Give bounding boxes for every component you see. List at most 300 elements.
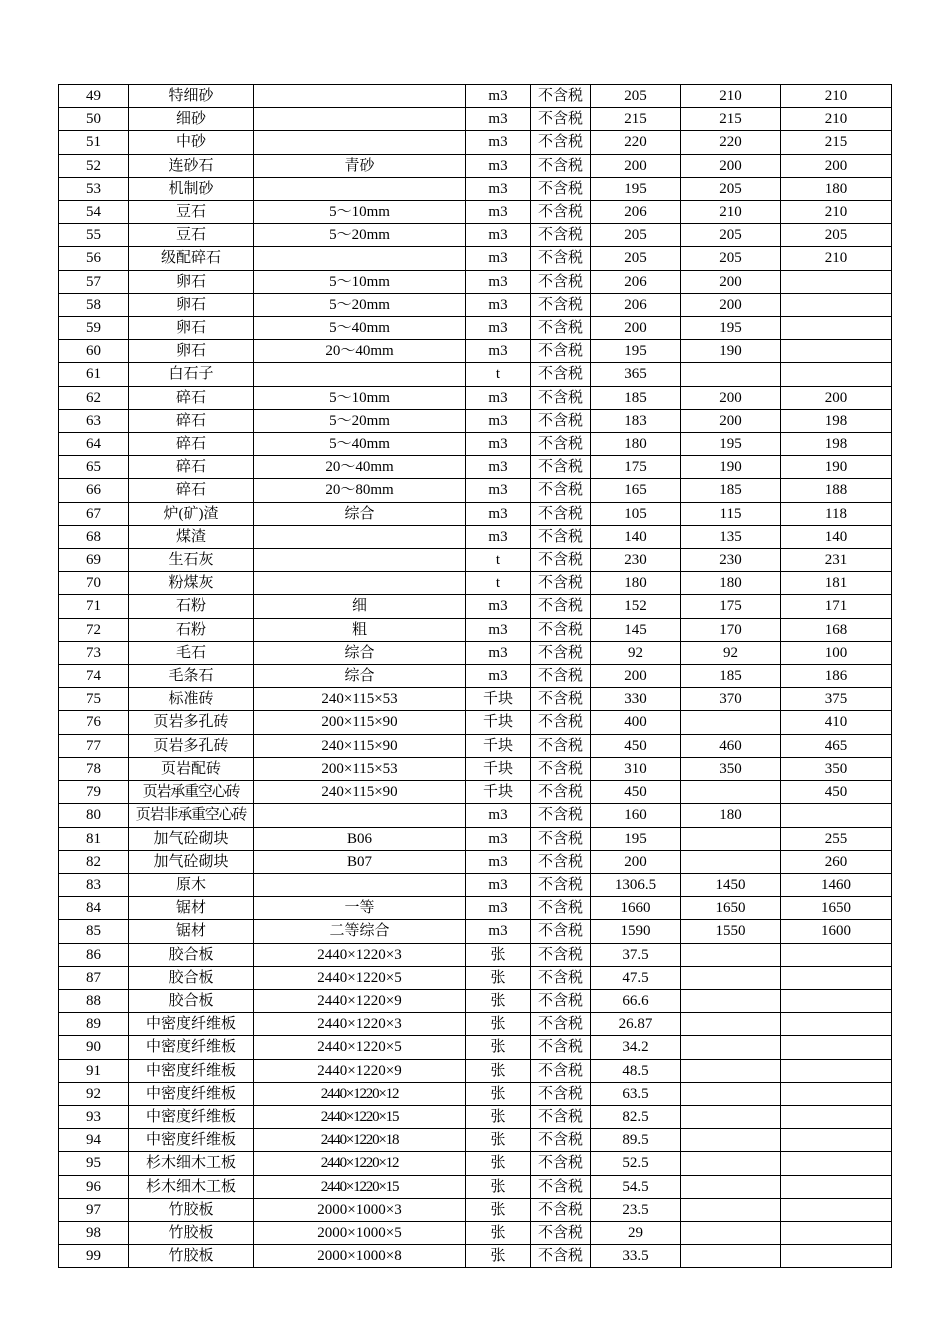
price-3-cell[interactable] — [781, 270, 892, 293]
price-3-cell[interactable] — [781, 989, 892, 1012]
material-name-cell[interactable]: 卵石 — [129, 270, 254, 293]
material-name-cell[interactable]: 竹胶板 — [129, 1245, 254, 1268]
row-number-cell[interactable]: 50 — [59, 108, 129, 131]
unit-cell[interactable]: 千块 — [466, 711, 531, 734]
specification-cell[interactable]: 细 — [254, 595, 466, 618]
unit-cell[interactable]: 千块 — [466, 781, 531, 804]
material-name-cell[interactable]: 杉木细木工板 — [129, 1175, 254, 1198]
table-row[interactable] — [59, 850, 892, 873]
specification-cell[interactable]: 青砂 — [254, 154, 466, 177]
tax-type-cell[interactable]: 不含税 — [531, 989, 591, 1012]
specification-cell[interactable] — [254, 131, 466, 154]
table-row[interactable] — [59, 456, 892, 479]
price-1-cell[interactable]: 205 — [591, 247, 681, 270]
price-1-cell[interactable]: 215 — [591, 108, 681, 131]
material-name-cell[interactable]: 标准砖 — [129, 688, 254, 711]
tax-type-cell[interactable]: 不含税 — [531, 757, 591, 780]
row-number-cell[interactable]: 78 — [59, 757, 129, 780]
unit-cell[interactable]: m3 — [466, 479, 531, 502]
material-name-cell[interactable]: 中密度纤维板 — [129, 1059, 254, 1082]
price-3-cell[interactable] — [781, 317, 892, 340]
price-2-cell[interactable]: 210 — [681, 201, 781, 224]
material-name-cell[interactable]: 豆石 — [129, 201, 254, 224]
unit-cell[interactable]: m3 — [466, 665, 531, 688]
material-name-cell[interactable]: 机制砂 — [129, 177, 254, 200]
price-3-cell[interactable]: 350 — [781, 757, 892, 780]
row-number-cell[interactable]: 72 — [59, 618, 129, 641]
tax-type-cell[interactable]: 不含税 — [531, 665, 591, 688]
price-3-cell[interactable]: 450 — [781, 781, 892, 804]
material-name-cell[interactable]: 杉木细木工板 — [129, 1152, 254, 1175]
price-2-cell[interactable] — [681, 1198, 781, 1221]
unit-cell[interactable]: m3 — [466, 154, 531, 177]
table-row[interactable] — [59, 433, 892, 456]
row-number-cell[interactable]: 87 — [59, 966, 129, 989]
row-number-cell[interactable]: 55 — [59, 224, 129, 247]
unit-cell[interactable]: 张 — [466, 1198, 531, 1221]
table-row[interactable] — [59, 641, 892, 664]
specification-cell[interactable]: 综合 — [254, 641, 466, 664]
row-number-cell[interactable]: 81 — [59, 827, 129, 850]
specification-cell[interactable]: 240×115×90 — [254, 734, 466, 757]
material-name-cell[interactable]: 石粉 — [129, 595, 254, 618]
price-1-cell[interactable]: 37.5 — [591, 943, 681, 966]
material-name-cell[interactable]: 页岩多孔砖 — [129, 711, 254, 734]
price-1-cell[interactable]: 89.5 — [591, 1129, 681, 1152]
table-row[interactable] — [59, 757, 892, 780]
price-3-cell[interactable]: 118 — [781, 502, 892, 525]
table-row[interactable] — [59, 1221, 892, 1244]
price-3-cell[interactable]: 231 — [781, 549, 892, 572]
price-3-cell[interactable]: 210 — [781, 108, 892, 131]
specification-cell[interactable]: 20～40mm — [254, 456, 466, 479]
unit-cell[interactable]: 张 — [466, 943, 531, 966]
row-number-cell[interactable]: 86 — [59, 943, 129, 966]
table-row[interactable] — [59, 572, 892, 595]
specification-cell[interactable]: 2440×1220×12 — [254, 1152, 466, 1175]
specification-cell[interactable]: 240×115×53 — [254, 688, 466, 711]
price-3-cell[interactable]: 180 — [781, 177, 892, 200]
unit-cell[interactable]: t — [466, 572, 531, 595]
unit-cell[interactable]: m3 — [466, 224, 531, 247]
specification-cell[interactable]: 5～20mm — [254, 293, 466, 316]
material-name-cell[interactable]: 毛条石 — [129, 665, 254, 688]
material-name-cell[interactable]: 特细砂 — [129, 85, 254, 108]
specification-cell[interactable]: 2440×1220×5 — [254, 1036, 466, 1059]
row-number-cell[interactable]: 93 — [59, 1105, 129, 1128]
tax-type-cell[interactable]: 不含税 — [531, 1129, 591, 1152]
specification-cell[interactable]: 综合 — [254, 665, 466, 688]
tax-type-cell[interactable]: 不含税 — [531, 224, 591, 247]
row-number-cell[interactable]: 89 — [59, 1013, 129, 1036]
row-number-cell[interactable]: 85 — [59, 920, 129, 943]
row-number-cell[interactable]: 84 — [59, 897, 129, 920]
unit-cell[interactable]: 张 — [466, 1221, 531, 1244]
material-name-cell[interactable]: 碎石 — [129, 479, 254, 502]
specification-cell[interactable]: 200×115×90 — [254, 711, 466, 734]
unit-cell[interactable]: m3 — [466, 85, 531, 108]
material-name-cell[interactable]: 生石灰 — [129, 549, 254, 572]
price-2-cell[interactable]: 190 — [681, 340, 781, 363]
price-2-cell[interactable]: 1550 — [681, 920, 781, 943]
row-number-cell[interactable]: 61 — [59, 363, 129, 386]
material-name-cell[interactable]: 粉煤灰 — [129, 572, 254, 595]
tax-type-cell[interactable]: 不含税 — [531, 1175, 591, 1198]
unit-cell[interactable]: 张 — [466, 1013, 531, 1036]
price-1-cell[interactable]: 200 — [591, 850, 681, 873]
price-1-cell[interactable]: 63.5 — [591, 1082, 681, 1105]
unit-cell[interactable]: m3 — [466, 920, 531, 943]
unit-cell[interactable]: 千块 — [466, 688, 531, 711]
price-3-cell[interactable]: 100 — [781, 641, 892, 664]
tax-type-cell[interactable]: 不含税 — [531, 781, 591, 804]
price-1-cell[interactable]: 310 — [591, 757, 681, 780]
row-number-cell[interactable]: 88 — [59, 989, 129, 1012]
table-row[interactable] — [59, 131, 892, 154]
price-1-cell[interactable]: 152 — [591, 595, 681, 618]
specification-cell[interactable]: 一等 — [254, 897, 466, 920]
table-row[interactable] — [59, 409, 892, 432]
tax-type-cell[interactable]: 不含税 — [531, 920, 591, 943]
row-number-cell[interactable]: 54 — [59, 201, 129, 224]
price-2-cell[interactable]: 1650 — [681, 897, 781, 920]
price-1-cell[interactable]: 47.5 — [591, 966, 681, 989]
price-2-cell[interactable]: 210 — [681, 85, 781, 108]
specification-cell[interactable] — [254, 873, 466, 896]
price-3-cell[interactable] — [781, 1059, 892, 1082]
price-3-cell[interactable] — [781, 804, 892, 827]
price-1-cell[interactable]: 54.5 — [591, 1175, 681, 1198]
price-2-cell[interactable] — [681, 1175, 781, 1198]
price-2-cell[interactable] — [681, 1152, 781, 1175]
price-2-cell[interactable]: 135 — [681, 525, 781, 548]
price-1-cell[interactable]: 230 — [591, 549, 681, 572]
specification-cell[interactable]: 5～20mm — [254, 224, 466, 247]
specification-cell[interactable] — [254, 525, 466, 548]
price-2-cell[interactable]: 205 — [681, 224, 781, 247]
unit-cell[interactable]: m3 — [466, 850, 531, 873]
specification-cell[interactable] — [254, 572, 466, 595]
tax-type-cell[interactable]: 不含税 — [531, 108, 591, 131]
unit-cell[interactable]: t — [466, 549, 531, 572]
unit-cell[interactable]: m3 — [466, 804, 531, 827]
row-number-cell[interactable]: 95 — [59, 1152, 129, 1175]
material-name-cell[interactable]: 级配碎石 — [129, 247, 254, 270]
tax-type-cell[interactable]: 不含税 — [531, 1245, 591, 1268]
specification-cell[interactable]: 2440×1220×15 — [254, 1105, 466, 1128]
price-3-cell[interactable]: 198 — [781, 409, 892, 432]
specification-cell[interactable] — [254, 549, 466, 572]
unit-cell[interactable]: m3 — [466, 293, 531, 316]
specification-cell[interactable]: 200×115×53 — [254, 757, 466, 780]
unit-cell[interactable]: m3 — [466, 201, 531, 224]
table-row[interactable] — [59, 943, 892, 966]
material-name-cell[interactable]: 石粉 — [129, 618, 254, 641]
specification-cell[interactable]: 2000×1000×5 — [254, 1221, 466, 1244]
price-3-cell[interactable]: 200 — [781, 386, 892, 409]
unit-cell[interactable]: m3 — [466, 108, 531, 131]
price-2-cell[interactable] — [681, 1059, 781, 1082]
row-number-cell[interactable]: 58 — [59, 293, 129, 316]
price-2-cell[interactable]: 350 — [681, 757, 781, 780]
unit-cell[interactable]: 张 — [466, 1059, 531, 1082]
row-number-cell[interactable]: 53 — [59, 177, 129, 200]
price-3-cell[interactable]: 375 — [781, 688, 892, 711]
table-row[interactable] — [59, 711, 892, 734]
price-3-cell[interactable] — [781, 1082, 892, 1105]
price-2-cell[interactable]: 200 — [681, 293, 781, 316]
tax-type-cell[interactable]: 不含税 — [531, 549, 591, 572]
price-2-cell[interactable]: 205 — [681, 177, 781, 200]
row-number-cell[interactable]: 67 — [59, 502, 129, 525]
tax-type-cell[interactable]: 不含税 — [531, 873, 591, 896]
unit-cell[interactable]: m3 — [466, 897, 531, 920]
price-2-cell[interactable] — [681, 1036, 781, 1059]
unit-cell[interactable]: m3 — [466, 340, 531, 363]
price-1-cell[interactable]: 52.5 — [591, 1152, 681, 1175]
price-3-cell[interactable] — [781, 1129, 892, 1152]
specification-cell[interactable] — [254, 247, 466, 270]
price-2-cell[interactable] — [681, 711, 781, 734]
table-row[interactable] — [59, 1082, 892, 1105]
row-number-cell[interactable]: 51 — [59, 131, 129, 154]
tax-type-cell[interactable]: 不含税 — [531, 317, 591, 340]
price-2-cell[interactable]: 180 — [681, 804, 781, 827]
price-1-cell[interactable]: 105 — [591, 502, 681, 525]
specification-cell[interactable]: 2440×1220×3 — [254, 1013, 466, 1036]
price-2-cell[interactable]: 370 — [681, 688, 781, 711]
row-number-cell[interactable]: 63 — [59, 409, 129, 432]
table-row[interactable] — [59, 525, 892, 548]
tax-type-cell[interactable]: 不含税 — [531, 131, 591, 154]
unit-cell[interactable]: m3 — [466, 525, 531, 548]
table-row[interactable] — [59, 1175, 892, 1198]
row-number-cell[interactable]: 83 — [59, 873, 129, 896]
table-row[interactable] — [59, 1198, 892, 1221]
price-3-cell[interactable]: 210 — [781, 247, 892, 270]
tax-type-cell[interactable]: 不含税 — [531, 641, 591, 664]
tax-type-cell[interactable]: 不含税 — [531, 827, 591, 850]
material-name-cell[interactable]: 页岩非承重空心砖 — [129, 804, 254, 827]
unit-cell[interactable]: 张 — [466, 1175, 531, 1198]
unit-cell[interactable]: m3 — [466, 409, 531, 432]
tax-type-cell[interactable]: 不含税 — [531, 85, 591, 108]
specification-cell[interactable]: 综合 — [254, 502, 466, 525]
price-3-cell[interactable] — [781, 340, 892, 363]
price-1-cell[interactable]: 26.87 — [591, 1013, 681, 1036]
price-2-cell[interactable] — [681, 966, 781, 989]
price-1-cell[interactable]: 206 — [591, 201, 681, 224]
price-3-cell[interactable] — [781, 1013, 892, 1036]
material-name-cell[interactable]: 豆石 — [129, 224, 254, 247]
price-1-cell[interactable]: 200 — [591, 317, 681, 340]
price-1-cell[interactable]: 195 — [591, 340, 681, 363]
price-1-cell[interactable]: 33.5 — [591, 1245, 681, 1268]
price-3-cell[interactable]: 168 — [781, 618, 892, 641]
specification-cell[interactable]: 5～40mm — [254, 317, 466, 340]
specification-cell[interactable]: 2440×1220×5 — [254, 966, 466, 989]
unit-cell[interactable]: m3 — [466, 502, 531, 525]
price-1-cell[interactable]: 1306.5 — [591, 873, 681, 896]
price-2-cell[interactable]: 92 — [681, 641, 781, 664]
specification-cell[interactable]: 2440×1220×9 — [254, 1059, 466, 1082]
price-3-cell[interactable]: 1460 — [781, 873, 892, 896]
table-row[interactable] — [59, 665, 892, 688]
price-3-cell[interactable]: 1650 — [781, 897, 892, 920]
price-1-cell[interactable]: 200 — [591, 665, 681, 688]
price-1-cell[interactable]: 195 — [591, 177, 681, 200]
row-number-cell[interactable]: 62 — [59, 386, 129, 409]
table-row[interactable] — [59, 873, 892, 896]
price-1-cell[interactable]: 206 — [591, 270, 681, 293]
price-2-cell[interactable] — [681, 363, 781, 386]
price-2-cell[interactable]: 215 — [681, 108, 781, 131]
price-2-cell[interactable]: 195 — [681, 433, 781, 456]
table-row[interactable] — [59, 270, 892, 293]
material-name-cell[interactable]: 胶合板 — [129, 943, 254, 966]
price-3-cell[interactable]: 1600 — [781, 920, 892, 943]
price-1-cell[interactable]: 23.5 — [591, 1198, 681, 1221]
price-1-cell[interactable]: 220 — [591, 131, 681, 154]
price-1-cell[interactable]: 48.5 — [591, 1059, 681, 1082]
tax-type-cell[interactable]: 不含税 — [531, 479, 591, 502]
price-2-cell[interactable] — [681, 943, 781, 966]
price-1-cell[interactable]: 160 — [591, 804, 681, 827]
material-name-cell[interactable]: 中密度纤维板 — [129, 1036, 254, 1059]
row-number-cell[interactable]: 71 — [59, 595, 129, 618]
price-1-cell[interactable]: 450 — [591, 734, 681, 757]
table-row[interactable] — [59, 1036, 892, 1059]
price-3-cell[interactable] — [781, 1175, 892, 1198]
material-name-cell[interactable]: 中密度纤维板 — [129, 1105, 254, 1128]
tax-type-cell[interactable]: 不含税 — [531, 711, 591, 734]
material-name-cell[interactable]: 原木 — [129, 873, 254, 896]
table-row[interactable] — [59, 827, 892, 850]
material-name-cell[interactable]: 加气砼砌块 — [129, 827, 254, 850]
specification-cell[interactable]: B06 — [254, 827, 466, 850]
tax-type-cell[interactable]: 不含税 — [531, 595, 591, 618]
tax-type-cell[interactable]: 不含税 — [531, 1198, 591, 1221]
price-1-cell[interactable]: 450 — [591, 781, 681, 804]
tax-type-cell[interactable]: 不含税 — [531, 1152, 591, 1175]
material-name-cell[interactable]: 胶合板 — [129, 989, 254, 1012]
table-row[interactable] — [59, 1013, 892, 1036]
price-3-cell[interactable] — [781, 943, 892, 966]
price-2-cell[interactable]: 460 — [681, 734, 781, 757]
price-3-cell[interactable] — [781, 1245, 892, 1268]
material-name-cell[interactable]: 中砂 — [129, 131, 254, 154]
specification-cell[interactable]: 5～10mm — [254, 386, 466, 409]
price-3-cell[interactable] — [781, 1105, 892, 1128]
price-2-cell[interactable] — [681, 1013, 781, 1036]
price-3-cell[interactable]: 210 — [781, 201, 892, 224]
tax-type-cell[interactable]: 不含税 — [531, 525, 591, 548]
material-name-cell[interactable]: 细砂 — [129, 108, 254, 131]
price-3-cell[interactable]: 215 — [781, 131, 892, 154]
price-2-cell[interactable]: 170 — [681, 618, 781, 641]
table-row[interactable] — [59, 224, 892, 247]
row-number-cell[interactable]: 59 — [59, 317, 129, 340]
tax-type-cell[interactable]: 不含税 — [531, 943, 591, 966]
unit-cell[interactable]: m3 — [466, 386, 531, 409]
unit-cell[interactable]: 张 — [466, 1082, 531, 1105]
table-row[interactable] — [59, 920, 892, 943]
unit-cell[interactable]: 张 — [466, 1152, 531, 1175]
price-2-cell[interactable]: 190 — [681, 456, 781, 479]
unit-cell[interactable]: 张 — [466, 1105, 531, 1128]
table-row[interactable] — [59, 781, 892, 804]
row-number-cell[interactable]: 90 — [59, 1036, 129, 1059]
row-number-cell[interactable]: 99 — [59, 1245, 129, 1268]
material-name-cell[interactable]: 卵石 — [129, 293, 254, 316]
row-number-cell[interactable]: 82 — [59, 850, 129, 873]
unit-cell[interactable]: m3 — [466, 827, 531, 850]
price-1-cell[interactable]: 195 — [591, 827, 681, 850]
row-number-cell[interactable]: 98 — [59, 1221, 129, 1244]
tax-type-cell[interactable]: 不含税 — [531, 363, 591, 386]
price-2-cell[interactable]: 180 — [681, 572, 781, 595]
tax-type-cell[interactable]: 不含税 — [531, 1105, 591, 1128]
price-1-cell[interactable]: 400 — [591, 711, 681, 734]
table-row[interactable] — [59, 595, 892, 618]
tax-type-cell[interactable]: 不含税 — [531, 804, 591, 827]
row-number-cell[interactable]: 79 — [59, 781, 129, 804]
price-3-cell[interactable]: 200 — [781, 154, 892, 177]
table-row[interactable] — [59, 897, 892, 920]
row-number-cell[interactable]: 96 — [59, 1175, 129, 1198]
tax-type-cell[interactable]: 不含税 — [531, 1082, 591, 1105]
table-row[interactable] — [59, 734, 892, 757]
price-2-cell[interactable]: 115 — [681, 502, 781, 525]
row-number-cell[interactable]: 75 — [59, 688, 129, 711]
price-3-cell[interactable] — [781, 1221, 892, 1244]
price-3-cell[interactable] — [781, 363, 892, 386]
price-2-cell[interactable] — [681, 1221, 781, 1244]
price-2-cell[interactable]: 230 — [681, 549, 781, 572]
material-name-cell[interactable]: 白石子 — [129, 363, 254, 386]
specification-cell[interactable]: 5～10mm — [254, 201, 466, 224]
specification-cell[interactable] — [254, 363, 466, 386]
price-3-cell[interactable] — [781, 1152, 892, 1175]
price-3-cell[interactable]: 186 — [781, 665, 892, 688]
price-1-cell[interactable]: 175 — [591, 456, 681, 479]
price-3-cell[interactable] — [781, 1198, 892, 1221]
material-name-cell[interactable]: 煤渣 — [129, 525, 254, 548]
price-2-cell[interactable] — [681, 989, 781, 1012]
material-name-cell[interactable]: 页岩多孔砖 — [129, 734, 254, 757]
price-2-cell[interactable] — [681, 827, 781, 850]
row-number-cell[interactable]: 77 — [59, 734, 129, 757]
row-number-cell[interactable]: 92 — [59, 1082, 129, 1105]
unit-cell[interactable]: 张 — [466, 1129, 531, 1152]
price-2-cell[interactable] — [681, 1245, 781, 1268]
price-2-cell[interactable]: 200 — [681, 154, 781, 177]
unit-cell[interactable]: 张 — [466, 989, 531, 1012]
price-2-cell[interactable] — [681, 1129, 781, 1152]
specification-cell[interactable]: 5～40mm — [254, 433, 466, 456]
tax-type-cell[interactable]: 不含税 — [531, 850, 591, 873]
material-name-cell[interactable]: 页岩承重空心砖 — [129, 781, 254, 804]
price-3-cell[interactable]: 190 — [781, 456, 892, 479]
specification-cell[interactable] — [254, 108, 466, 131]
unit-cell[interactable]: t — [466, 363, 531, 386]
price-1-cell[interactable]: 1590 — [591, 920, 681, 943]
table-row[interactable] — [59, 1245, 892, 1268]
row-number-cell[interactable]: 65 — [59, 456, 129, 479]
material-name-cell[interactable]: 胶合板 — [129, 966, 254, 989]
unit-cell[interactable]: 张 — [466, 1036, 531, 1059]
tax-type-cell[interactable]: 不含税 — [531, 270, 591, 293]
